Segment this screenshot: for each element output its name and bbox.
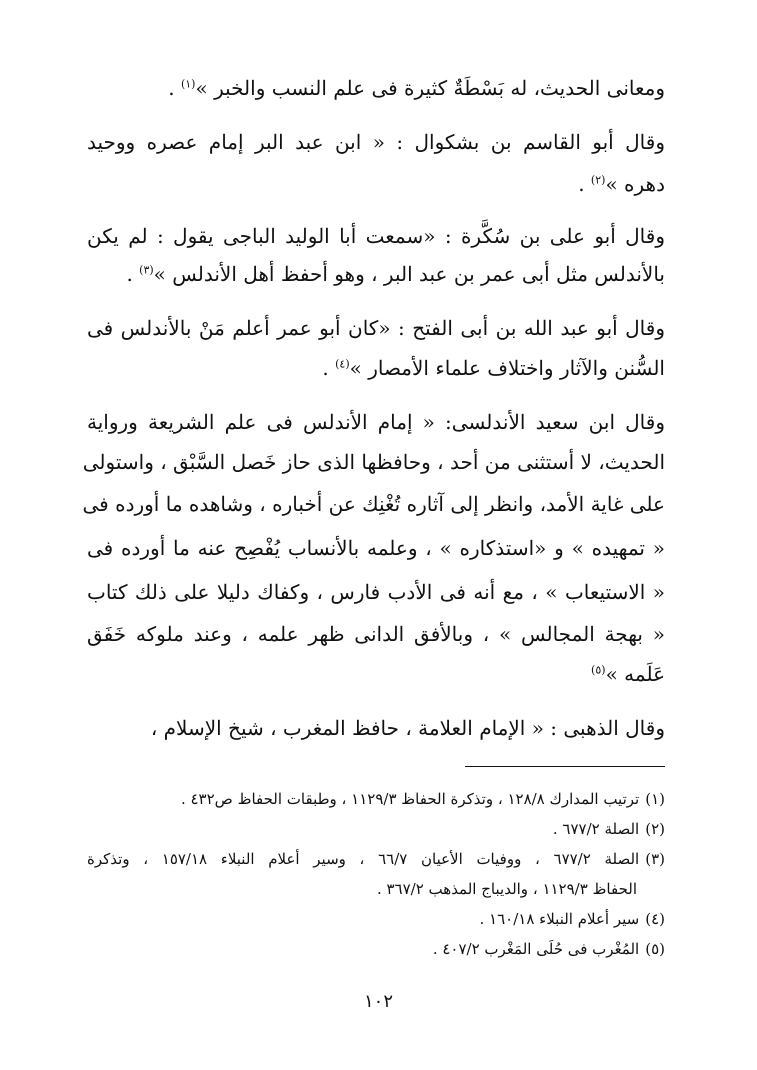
footnote-1 xyxy=(87,788,665,810)
paragraph-5-line-6: « بهجة المجالس » ، وبالأفق الدانى ظهر علمه ، وعند ملوكه خَفَق xyxy=(87,622,665,646)
paragraph-4-text: السُّنن والآثار واختلاف علماء الأمصار » xyxy=(349,356,665,380)
footnote-3-continuation-text: الحفاظ ١١٢٩/٣ ، والديباج المذهب ٣٦٧/٢ . xyxy=(376,880,637,898)
footnote-5-text: المُغْرب فى حُلَى المَغْرب ٤٠٧/٢ . xyxy=(432,940,640,958)
paragraph-5-line-5: « الاستيعاب » ، مع أنه فى الأدب فارس ، وكفاك دليلا على ذلك كتاب xyxy=(87,580,665,604)
footnote-ref-1: (١) xyxy=(180,77,196,91)
paragraph-2-line-2 xyxy=(87,170,665,198)
footnote-1-text: ترتيب المدارك ١٢٨/٨ ، وتذكرة الحفاظ ١١٢٩/٣ ، وطبقات الحفاظ ص٤٣٢ . xyxy=(180,790,640,808)
paragraph-3-period: . xyxy=(126,262,133,286)
footnote-ref-4: (٤) xyxy=(335,357,350,371)
paragraph-5-line-3: على غاية الأمد، وانظر إلى آثاره تُغْنِك عن أخباره ، وشاهده ما أورده فى xyxy=(82,492,665,516)
footnote-2-number: (٢) xyxy=(645,820,665,838)
paragraph-2-period: . xyxy=(578,172,585,196)
footnote-4-number: (٤) xyxy=(645,910,665,928)
paragraph-1-period: . xyxy=(168,76,175,100)
paragraph-4-line-2 xyxy=(87,354,665,382)
footnote-5-number: (٥) xyxy=(645,940,665,958)
footnote-4 xyxy=(87,908,665,930)
paragraph-5-text: عَلَمه » xyxy=(605,662,665,686)
footnote-5 xyxy=(87,938,665,960)
paragraph-4-line-1: وقال أبو عبد الله بن أبى الفتح : «كان أبو عمر أعلم مَنْ بالأندلس فى xyxy=(87,316,665,340)
paragraph-5-line-4: « تمهيده » و «استذكاره » ، وعلمه بالأنساب يُفْصِح عنه ما أورده فى xyxy=(87,536,665,560)
paragraph-4-period: . xyxy=(322,356,329,380)
footnote-3 xyxy=(87,848,665,870)
footnote-ref-2: (٢) xyxy=(590,173,606,187)
paragraph-1-line-1 xyxy=(87,74,665,102)
paragraph-5-line-1: وقال ابن سعيد الأندلسى: « إمام الأندلس فى علم الشريعة ورواية xyxy=(87,410,665,434)
footnote-4-text: سير أعلام النبلاء ١٦٠/١٨ . xyxy=(479,910,640,928)
paragraph-5-line-7 xyxy=(87,660,665,688)
paragraph-3-line-2 xyxy=(87,260,665,288)
paragraph-3-line-1: وقال أبو على بن سُكَّرة : «سمعت أبا الوليد الباجى يقول : لم يكن xyxy=(87,224,665,248)
paragraph-2-line-1: وقال أبو القاسم بن بشكوال : « ابن عبد البر إمام عصره ووحيد xyxy=(87,130,665,154)
footnote-separator xyxy=(465,766,665,767)
footnote-2 xyxy=(87,818,665,840)
paragraph-6-line-1: وقال الذهبى : « الإمام العلامة ، حافظ المغرب ، شيخ الإسلام ، xyxy=(150,716,665,740)
page-number: ١٠٢ xyxy=(363,991,393,1012)
footnote-ref-3: (٣) xyxy=(139,263,154,277)
footnote-ref-5: (٥) xyxy=(591,663,606,677)
paragraph-5-line-2: الحديث، لا أستثنى من أحد ، وحافظها الذى حاز خَصل السَّبْق ، واستولى xyxy=(82,450,665,474)
footnote-3-continuation xyxy=(87,878,665,900)
footnote-2-text: الصلة ٦٧٧/٢ . xyxy=(552,820,640,838)
paragraph-3-text: بالأندلس مثل أبى عمر بن عبد البر ، وهو أحفظ أهل الأندلس » xyxy=(153,262,665,286)
footnote-3-text: الصلة ٦٧٧/٢ ، ووفيات الأعيان ٦٦/٧ ، وسير أعلام النبلاء ١٥٧/١٨ ، وتذكرة xyxy=(87,850,640,868)
paragraph-2-text: دهره » xyxy=(605,172,665,196)
paragraph-1-text: ومعانى الحديث، له بَسْطَةٌ كثيرة فى علم النسب والخبر » xyxy=(195,76,665,100)
footnote-3-number: (٣) xyxy=(645,850,666,868)
footnote-1-number: (١) xyxy=(645,790,665,808)
